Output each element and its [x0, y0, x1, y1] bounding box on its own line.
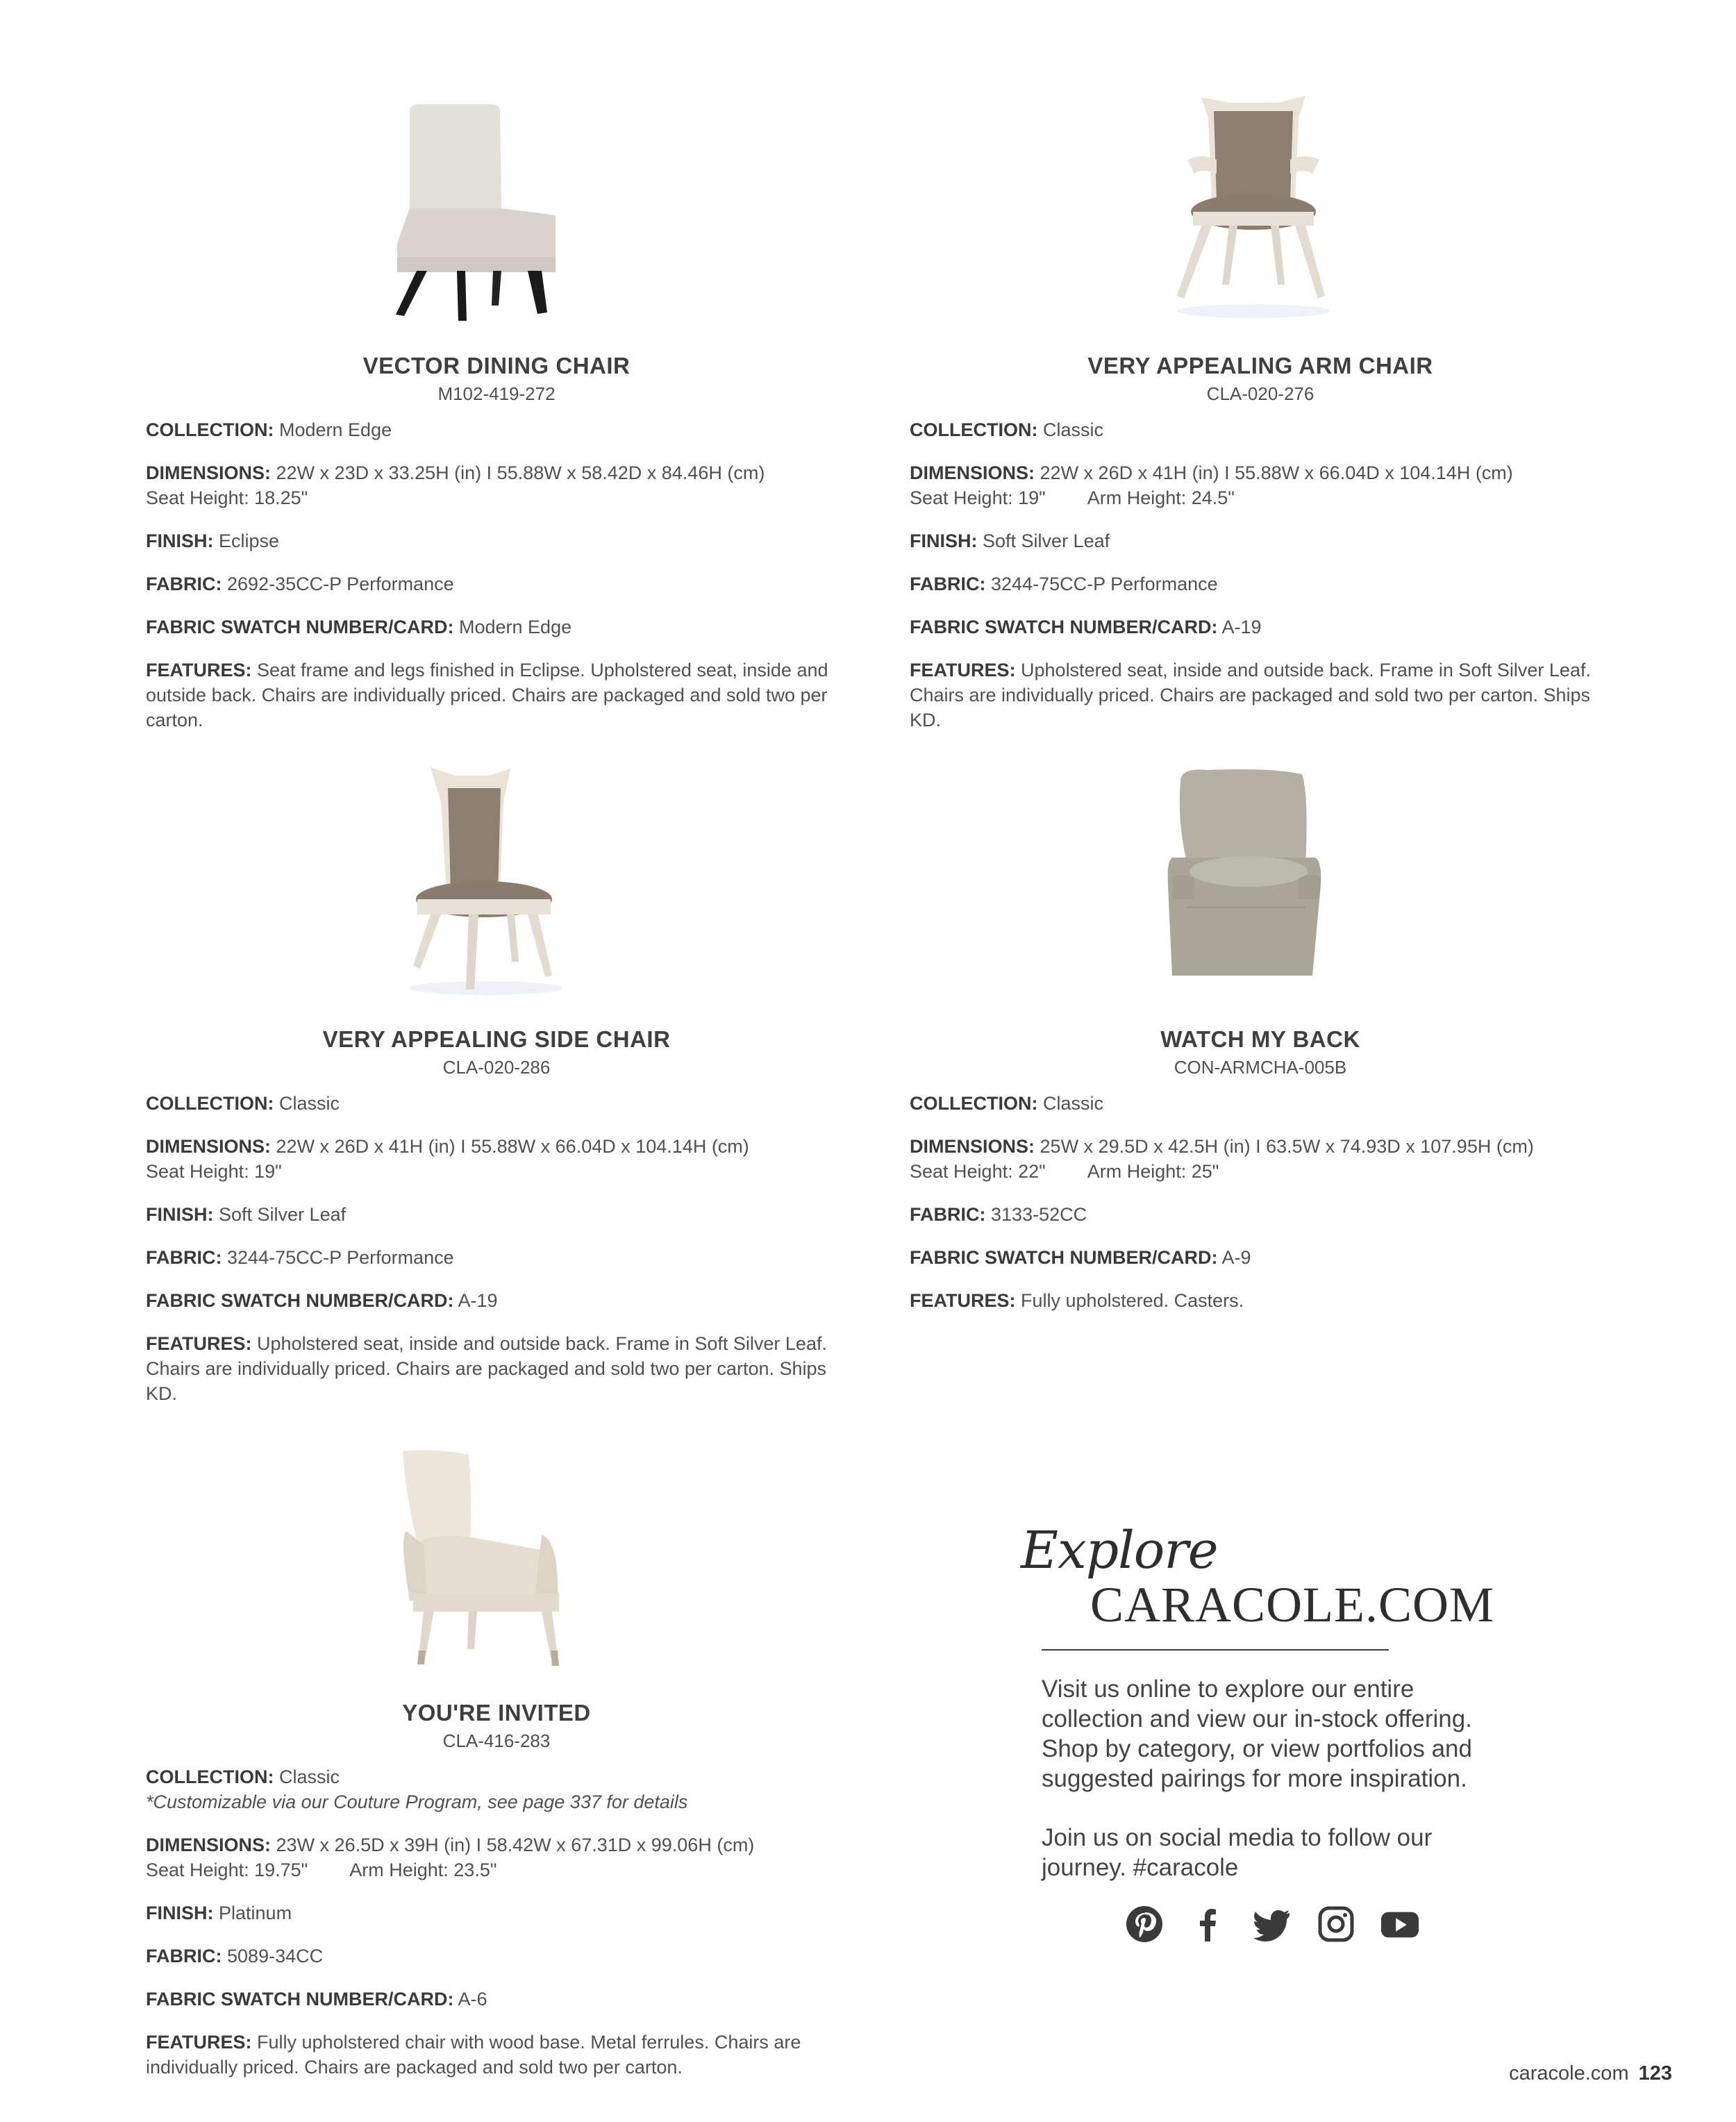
dimensions-value: 22W x 26D x 41H (in) I 55.88W x 66.04D x 104.14H (cm): [1040, 462, 1513, 483]
product-title: VECTOR DINING CHAIR: [362, 353, 631, 378]
collection-value: Classic: [1043, 419, 1104, 440]
page-footer: [1509, 2062, 1672, 2085]
collection-label: COLLECTION:: [910, 419, 1038, 440]
product-sku: CLA-416-283: [442, 1730, 551, 1751]
product-sku: CLA-020-276: [1206, 383, 1314, 404]
collection-value: Classic: [279, 1093, 340, 1114]
seat-height: Seat Height: 19.75": [146, 1860, 308, 1880]
watch-my-back-photo: [1167, 767, 1326, 983]
fabric-value: 2692-35CC-P Performance: [227, 574, 454, 594]
fabric-label: FABRIC:: [146, 1946, 222, 1966]
fabric-label: FABRIC:: [146, 1247, 222, 1268]
features-label: FEATURES:: [910, 1290, 1016, 1311]
product-watch-my-back: [910, 1026, 1611, 1331]
swatch-value: A-19: [458, 1290, 498, 1311]
facebook-icon[interactable]: [1189, 1905, 1228, 1944]
seat-height: Seat Height: 18.25": [146, 487, 308, 508]
very-appealing-arm-chair-photo: [1174, 90, 1333, 319]
swatch-label: FABRIC SWATCH NUMBER/CARD:: [146, 617, 454, 637]
explore-blurb-social: Join us on social media to follow our journey. #caracole: [1042, 1824, 1433, 1881]
finish-label: FINISH:: [146, 1903, 214, 1923]
product-vector-dining-chair: [146, 353, 847, 751]
page-number: 123: [1638, 2062, 1672, 2085]
seat-height: Seat Height: 22": [910, 1161, 1046, 1182]
vector-dining-chair-photo: [389, 104, 569, 326]
collection-label: COLLECTION:: [146, 1766, 274, 1787]
pinterest-icon[interactable]: [1125, 1905, 1164, 1944]
instagram-icon[interactable]: [1317, 1905, 1355, 1944]
features-label: FEATURES:: [146, 660, 252, 680]
fabric-value: 3244-75CC-P Performance: [991, 574, 1218, 594]
swatch-label: FABRIC SWATCH NUMBER/CARD:: [910, 1247, 1218, 1268]
collection-value: Classic: [1043, 1093, 1104, 1114]
dimensions-value: 25W x 29.5D x 42.5H (in) I 63.5W x 74.93D x 107.95H (cm): [1040, 1136, 1534, 1157]
finish-value: Soft Silver Leaf: [983, 530, 1110, 551]
features-label: FEATURES:: [146, 1333, 252, 1354]
swatch-label: FABRIC SWATCH NUMBER/CARD:: [146, 1290, 454, 1311]
explore-blurb-shop: Visit us online to explore our entire collection and view our in-stock offering. Shop by category, or view portfolios and suggested pairings for more inspiration.: [1042, 1676, 1472, 1792]
collection-value: Modern Edge: [279, 419, 392, 440]
arm-height: Arm Height: 23.5": [349, 1860, 497, 1880]
fabric-label: FABRIC:: [146, 574, 222, 594]
divider: [1042, 1649, 1389, 1651]
collection-label: COLLECTION:: [146, 1093, 274, 1114]
swatch-label: FABRIC SWATCH NUMBER/CARD:: [146, 1989, 454, 2010]
finish-label: FINISH:: [910, 530, 978, 551]
product-very-appealing-arm-chair: [910, 353, 1611, 751]
features-value: Fully upholstered. Casters.: [1021, 1290, 1244, 1311]
finish-value: Platinum: [219, 1903, 292, 1923]
product-title: VERY APPEALING SIDE CHAIR: [322, 1026, 671, 1052]
features-value: Upholstered seat, inside and outside back. Frame in Soft Silver Leaf. Chairs are individually priced. Chairs are packaged and sold two per carton. Ships KD.: [146, 1333, 827, 1404]
arm-height: Arm Height: 24.5": [1087, 487, 1235, 508]
couture-note: *Customizable via our Couture Program, see page 337 for details: [146, 1791, 688, 1812]
features-value: Fully upholstered chair with wood base. Metal ferrules. Chairs are individually priced. Chairs are packaged and sold two per carton.: [146, 2032, 801, 2078]
explore-script-heading: Explore: [1021, 1521, 1218, 1580]
swatch-label: FABRIC SWATCH NUMBER/CARD:: [910, 617, 1218, 637]
fabric-value: 3133-52CC: [991, 1204, 1087, 1225]
fabric-label: FABRIC:: [910, 1204, 986, 1225]
dimensions-label: DIMENSIONS:: [146, 1136, 272, 1157]
swatch-value: Modern Edge: [459, 617, 572, 637]
product-title: YOU'RE INVITED: [402, 1700, 591, 1726]
features-label: FEATURES:: [146, 2032, 252, 2053]
explore-promo: [1021, 1521, 1549, 1944]
features-label: FEATURES:: [910, 660, 1016, 680]
product-sku: CON-ARMCHA-005B: [1174, 1057, 1347, 1078]
very-appealing-side-chair-photo: [406, 760, 566, 996]
dimensions-value: 22W x 26D x 41H (in) I 55.88W x 66.04D x 104.14H (cm): [276, 1136, 749, 1157]
product-sku: CLA-020-286: [442, 1057, 551, 1078]
youre-invited-photo: [392, 1448, 566, 1670]
explore-site-name[interactable]: CARACOLE.COM: [1090, 1577, 1495, 1632]
product-title: WATCH MY BACK: [1160, 1026, 1360, 1052]
youtube-icon[interactable]: [1380, 1905, 1419, 1944]
dimensions-label: DIMENSIONS:: [146, 1835, 272, 1855]
seat-height: Seat Height: 19": [146, 1161, 282, 1182]
seat-height: Seat Height: 19": [910, 487, 1046, 508]
finish-value: Soft Silver Leaf: [219, 1204, 347, 1225]
swatch-value: A-6: [458, 1989, 487, 2010]
dimensions-label: DIMENSIONS:: [910, 462, 1035, 483]
fabric-value: 3244-75CC-P Performance: [227, 1247, 454, 1268]
features-value: Upholstered seat, inside and outside back. Frame in Soft Silver Leaf. Chairs are individually priced. Chairs are packaged and sold two per carton. Ships KD.: [910, 660, 1591, 730]
fabric-label: FABRIC:: [910, 574, 986, 594]
product-very-appealing-side-chair: [146, 1026, 847, 1424]
collection-label: COLLECTION:: [146, 419, 274, 440]
collection-label: COLLECTION:: [910, 1093, 1038, 1114]
product-sku: M102-419-272: [437, 383, 556, 404]
footer-site[interactable]: caracole.com: [1509, 2062, 1629, 2085]
dimensions-value: 23W x 26.5D x 39H (in) I 58.42W x 67.31D x 99.06H (cm): [276, 1835, 755, 1855]
dimensions-label: DIMENSIONS:: [146, 462, 272, 483]
explore-blurb: [1042, 1674, 1500, 1882]
finish-value: Eclipse: [219, 530, 280, 551]
swatch-value: A-9: [1221, 1247, 1251, 1268]
features-value: Seat frame and legs finished in Eclipse. Upholstered seat, inside and outside back. Chairs are individually priced. Chairs are packaged and sold two per carton.: [146, 660, 828, 730]
fabric-value: 5089-34CC: [227, 1946, 324, 1966]
dimensions-label: DIMENSIONS:: [910, 1136, 1035, 1157]
swatch-value: A-19: [1221, 617, 1262, 637]
product-title: VERY APPEALING ARM CHAIR: [1087, 353, 1433, 378]
arm-height: Arm Height: 25": [1087, 1161, 1219, 1182]
finish-label: FINISH:: [146, 530, 214, 551]
twitter-icon[interactable]: [1253, 1905, 1292, 1944]
social-links: [1125, 1905, 1549, 1944]
finish-label: FINISH:: [146, 1204, 214, 1225]
collection-value: Classic: [279, 1766, 340, 1787]
dimensions-value: 22W x 23D x 33.25H (in) I 55.88W x 58.42D x 84.46H (cm): [276, 462, 765, 483]
product-youre-invited: [146, 1700, 847, 2098]
